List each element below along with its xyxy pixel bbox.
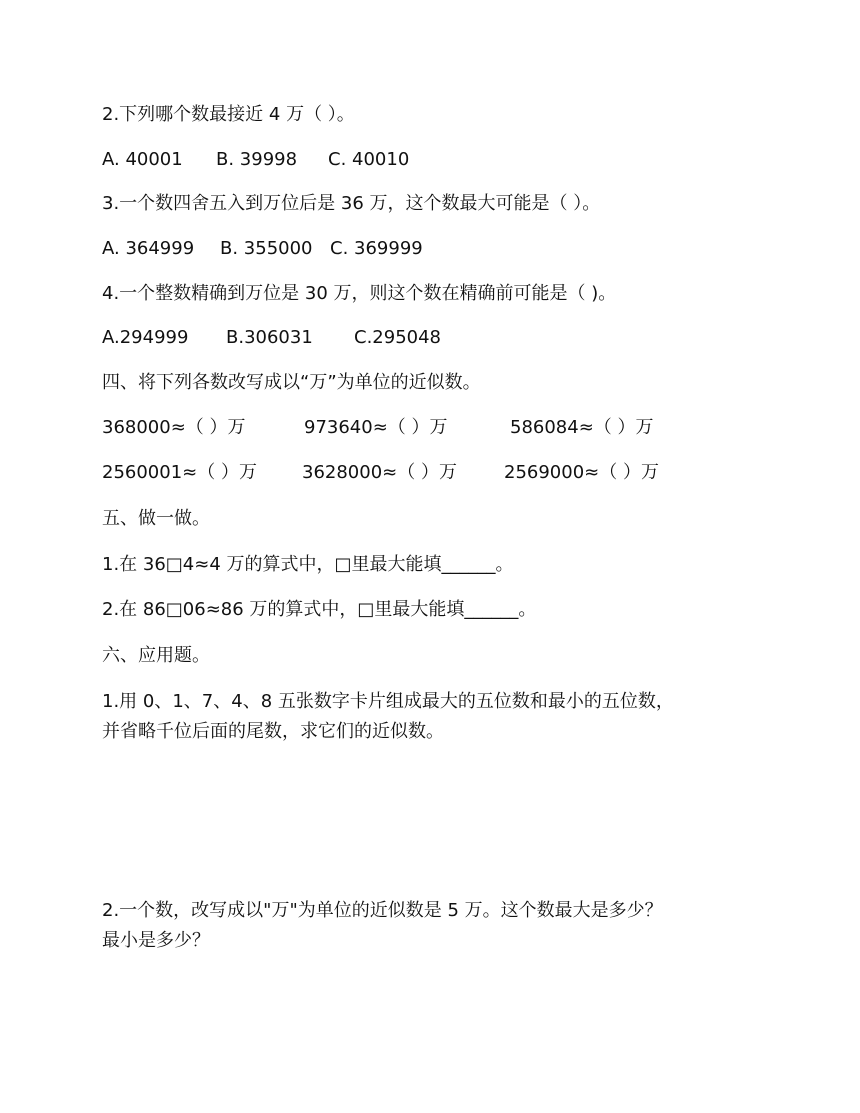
question-3-text: 3.一个数四舍五入到万位后是 36 万，这个数最大可能是（ ）。 xyxy=(102,193,601,214)
option-b: B.306031 xyxy=(226,327,313,348)
question-4-options xyxy=(102,326,802,350)
question-4-text: 4.一个整数精确到万位是 30 万，则这个数在精确前可能是（ )。 xyxy=(102,283,617,304)
section-6-title: 六、应用题。 xyxy=(102,645,210,666)
section-6-question-2-line-2: 最小是多少？ xyxy=(102,930,210,951)
approx-item: 973640≈（ ）万 xyxy=(304,417,448,438)
option-b: B. 39998 xyxy=(216,149,298,170)
approx-item: 3628000≈（ ）万 xyxy=(302,462,457,483)
section-5-title: 五、做一做。 xyxy=(102,508,210,529)
option-a: A. 40001 xyxy=(102,149,183,170)
question-3-options xyxy=(102,237,802,261)
section-6-question-1-line-2: 并省略千位后面的尾数，求它们的近似数。 xyxy=(102,721,444,742)
question-2-text: 2.下列哪个数最接近 4 万（ ）。 xyxy=(102,104,355,125)
section-4-title: 四、将下列各数改写成以“万”为单位的近似数。 xyxy=(102,372,481,393)
section-6-question-1-line-1: 1.用 0、1、7、4、8 五张数字卡片组成最大的五位数和最小的五位数， xyxy=(102,691,674,712)
option-a: A.294999 xyxy=(102,327,189,348)
section-6-question-2-line-1: 2.一个数，改写成以"万"为单位的近似数是 5 万。这个数最大是多少？ xyxy=(102,900,663,921)
approx-item: 2569000≈（ ）万 xyxy=(504,462,659,483)
question-2-options xyxy=(102,148,802,172)
section-4-row-2 xyxy=(102,461,802,485)
option-c: C. 369999 xyxy=(330,238,423,259)
approx-item: 586084≈（ ）万 xyxy=(510,417,654,438)
section-4-row-1 xyxy=(102,416,802,440)
option-b: B. 355000 xyxy=(220,238,313,259)
option-a: A. 364999 xyxy=(102,238,195,259)
section-5-question-2: 2.在 86□06≈86 万的算式中，□里最大能填______。 xyxy=(102,599,537,620)
option-c: C.295048 xyxy=(354,327,442,348)
option-c: C. 40010 xyxy=(328,149,410,170)
approx-item: 2560001≈（ ）万 xyxy=(102,462,257,483)
section-5-question-1: 1.在 36□4≈4 万的算式中，□里最大能填______。 xyxy=(102,554,514,575)
approx-item: 368000≈（ ）万 xyxy=(102,417,246,438)
